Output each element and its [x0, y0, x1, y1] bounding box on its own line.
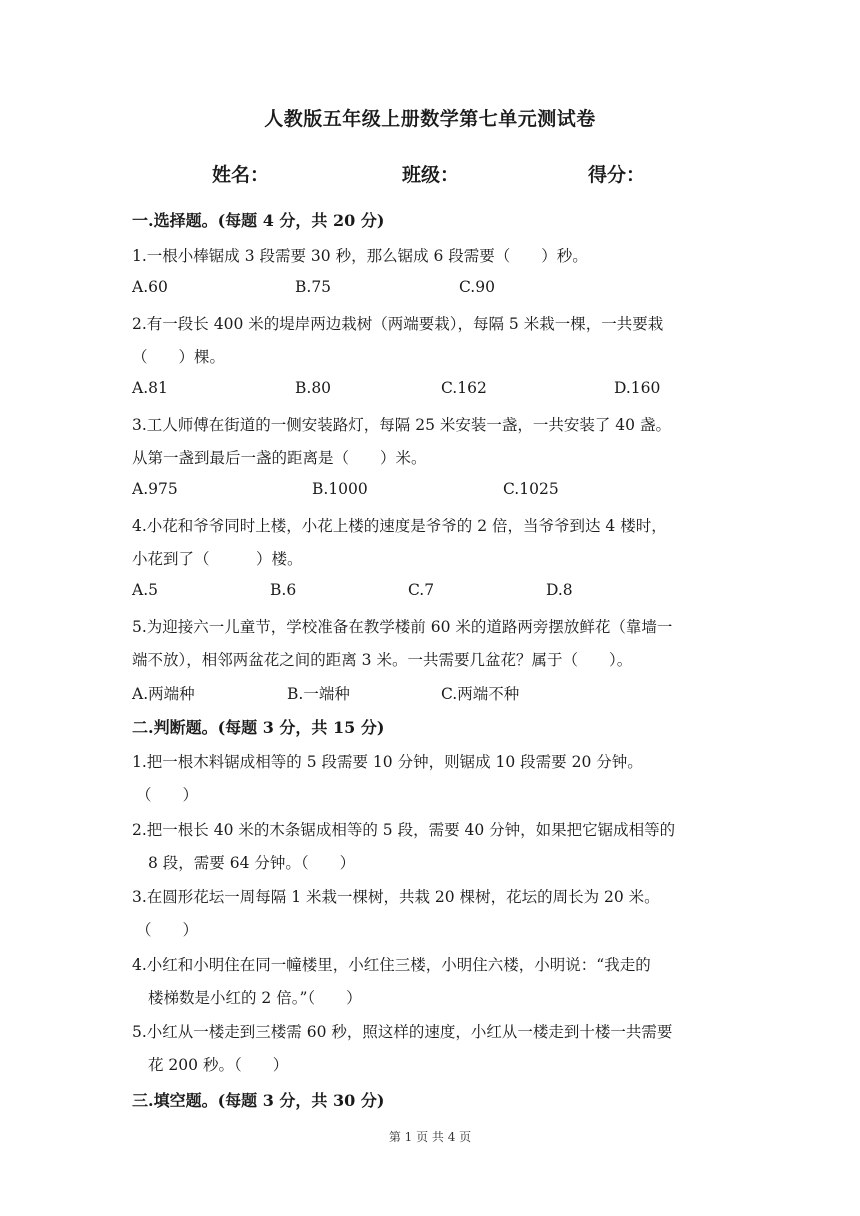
- choice-q2-option-b: B.80: [295, 379, 332, 397]
- section-choice-heading: 一.选择题。(每题 4 分，共 20 分): [132, 211, 385, 230]
- judge-q4-line1: 4.小红和小明住在同一幢楼里，小红住三楼，小明住六楼，小明说：“我走的: [132, 956, 651, 974]
- class-label: 班级：: [402, 164, 460, 186]
- choice-q2-line1: 2.有一段长 400 米的堤岸两边栽树（两端要栽），每隔 5 米栽一棵，一共要栽: [132, 315, 664, 333]
- choice-q5-option-a: A.两端种: [132, 685, 195, 703]
- score-label: 得分：: [588, 164, 646, 186]
- name-label: 姓名：: [212, 164, 270, 186]
- choice-q5-option-c: C.两端不种: [441, 685, 520, 703]
- choice-q1: 1.一根小棒锯成 3 段需要 30 秒，那么锯成 6 段需要（ ）秒。: [132, 247, 588, 265]
- choice-q3-line1: 3.工人师傅在街道的一侧安装路灯，每隔 25 米安装一盏，一共安装了 40 盏。: [132, 416, 671, 434]
- choice-q3-option-b: B.1000: [312, 480, 368, 498]
- judge-q1-line2: （ ）: [136, 786, 199, 804]
- judge-q2-line1: 2.把一根长 40 米的木条锯成相等的 5 段，需要 40 分钟，如果把它锯成相等的: [132, 821, 676, 839]
- choice-q4-line2: 小花到了（ ）楼。: [132, 550, 303, 568]
- judge-q5-line1: 5.小红从一楼走到三楼需 60 秒，照这样的速度，小红从一楼走到十楼一共需要: [132, 1023, 673, 1041]
- choice-q1-option-a: A.60: [132, 278, 168, 296]
- choice-q3-option-a: A.975: [132, 480, 178, 498]
- choice-q5-line2: 端不放），相邻两盆花之间的距离 3 米。一共需要几盆花？属于（ ）。: [132, 651, 633, 669]
- choice-q2-option-d: D.160: [614, 379, 661, 397]
- choice-q2-option-a: A.81: [132, 379, 168, 397]
- judge-q3-line1: 3.在圆形花坛一周每隔 1 米栽一棵树，共栽 20 棵树，花坛的周长为 20 米。: [132, 888, 660, 906]
- section-fill-heading: 三.填空题。(每题 3 分，共 30 分): [132, 1091, 385, 1110]
- judge-q1-line1: 1.把一根木料锯成相等的 5 段需要 10 分钟，则锯成 10 段需要 20 分钟。: [132, 753, 643, 771]
- choice-q2-option-c: C.162: [441, 379, 487, 397]
- choice-q1-option-b: B.75: [295, 278, 332, 296]
- page-footer: 第 1 页 共 4 页: [388, 1130, 472, 1144]
- choice-q3-option-c: C.1025: [503, 480, 559, 498]
- choice-q4-option-c: C.7: [408, 581, 435, 599]
- page-title: 人教版五年级上册数学第七单元测试卷: [264, 108, 596, 130]
- choice-q1-option-c: C.90: [459, 278, 495, 296]
- judge-q3-line2: （ ）: [136, 921, 199, 939]
- judge-q5-line2: 花 200 秒。（ ）: [148, 1056, 289, 1074]
- choice-q3-line2: 从第一盏到最后一盏的距离是（ ）米。: [132, 449, 427, 467]
- choice-q4-option-d: D.8: [546, 581, 573, 599]
- judge-q2-line2: 8 段，需要 64 分钟。（ ）: [148, 854, 356, 872]
- choice-q5-option-b: B.一端种: [287, 685, 350, 703]
- choice-q4-option-b: B.6: [270, 581, 297, 599]
- choice-q4-line1: 4.小花和爷爷同时上楼，小花上楼的速度是爷爷的 2 倍，当爷爷到达 4 楼时，: [132, 517, 667, 535]
- choice-q4-option-a: A.5: [132, 581, 158, 599]
- section-judge-heading: 二.判断题。(每题 3 分，共 15 分): [132, 718, 385, 737]
- choice-q5-line1: 5.为迎接六一儿童节，学校准备在教学楼前 60 米的道路两旁摆放鲜花（靠墙一: [132, 618, 673, 636]
- judge-q4-line2: 楼梯数是小红的 2 倍。”（ ）: [148, 989, 362, 1007]
- choice-q2-line2: （ ）棵。: [132, 348, 226, 366]
